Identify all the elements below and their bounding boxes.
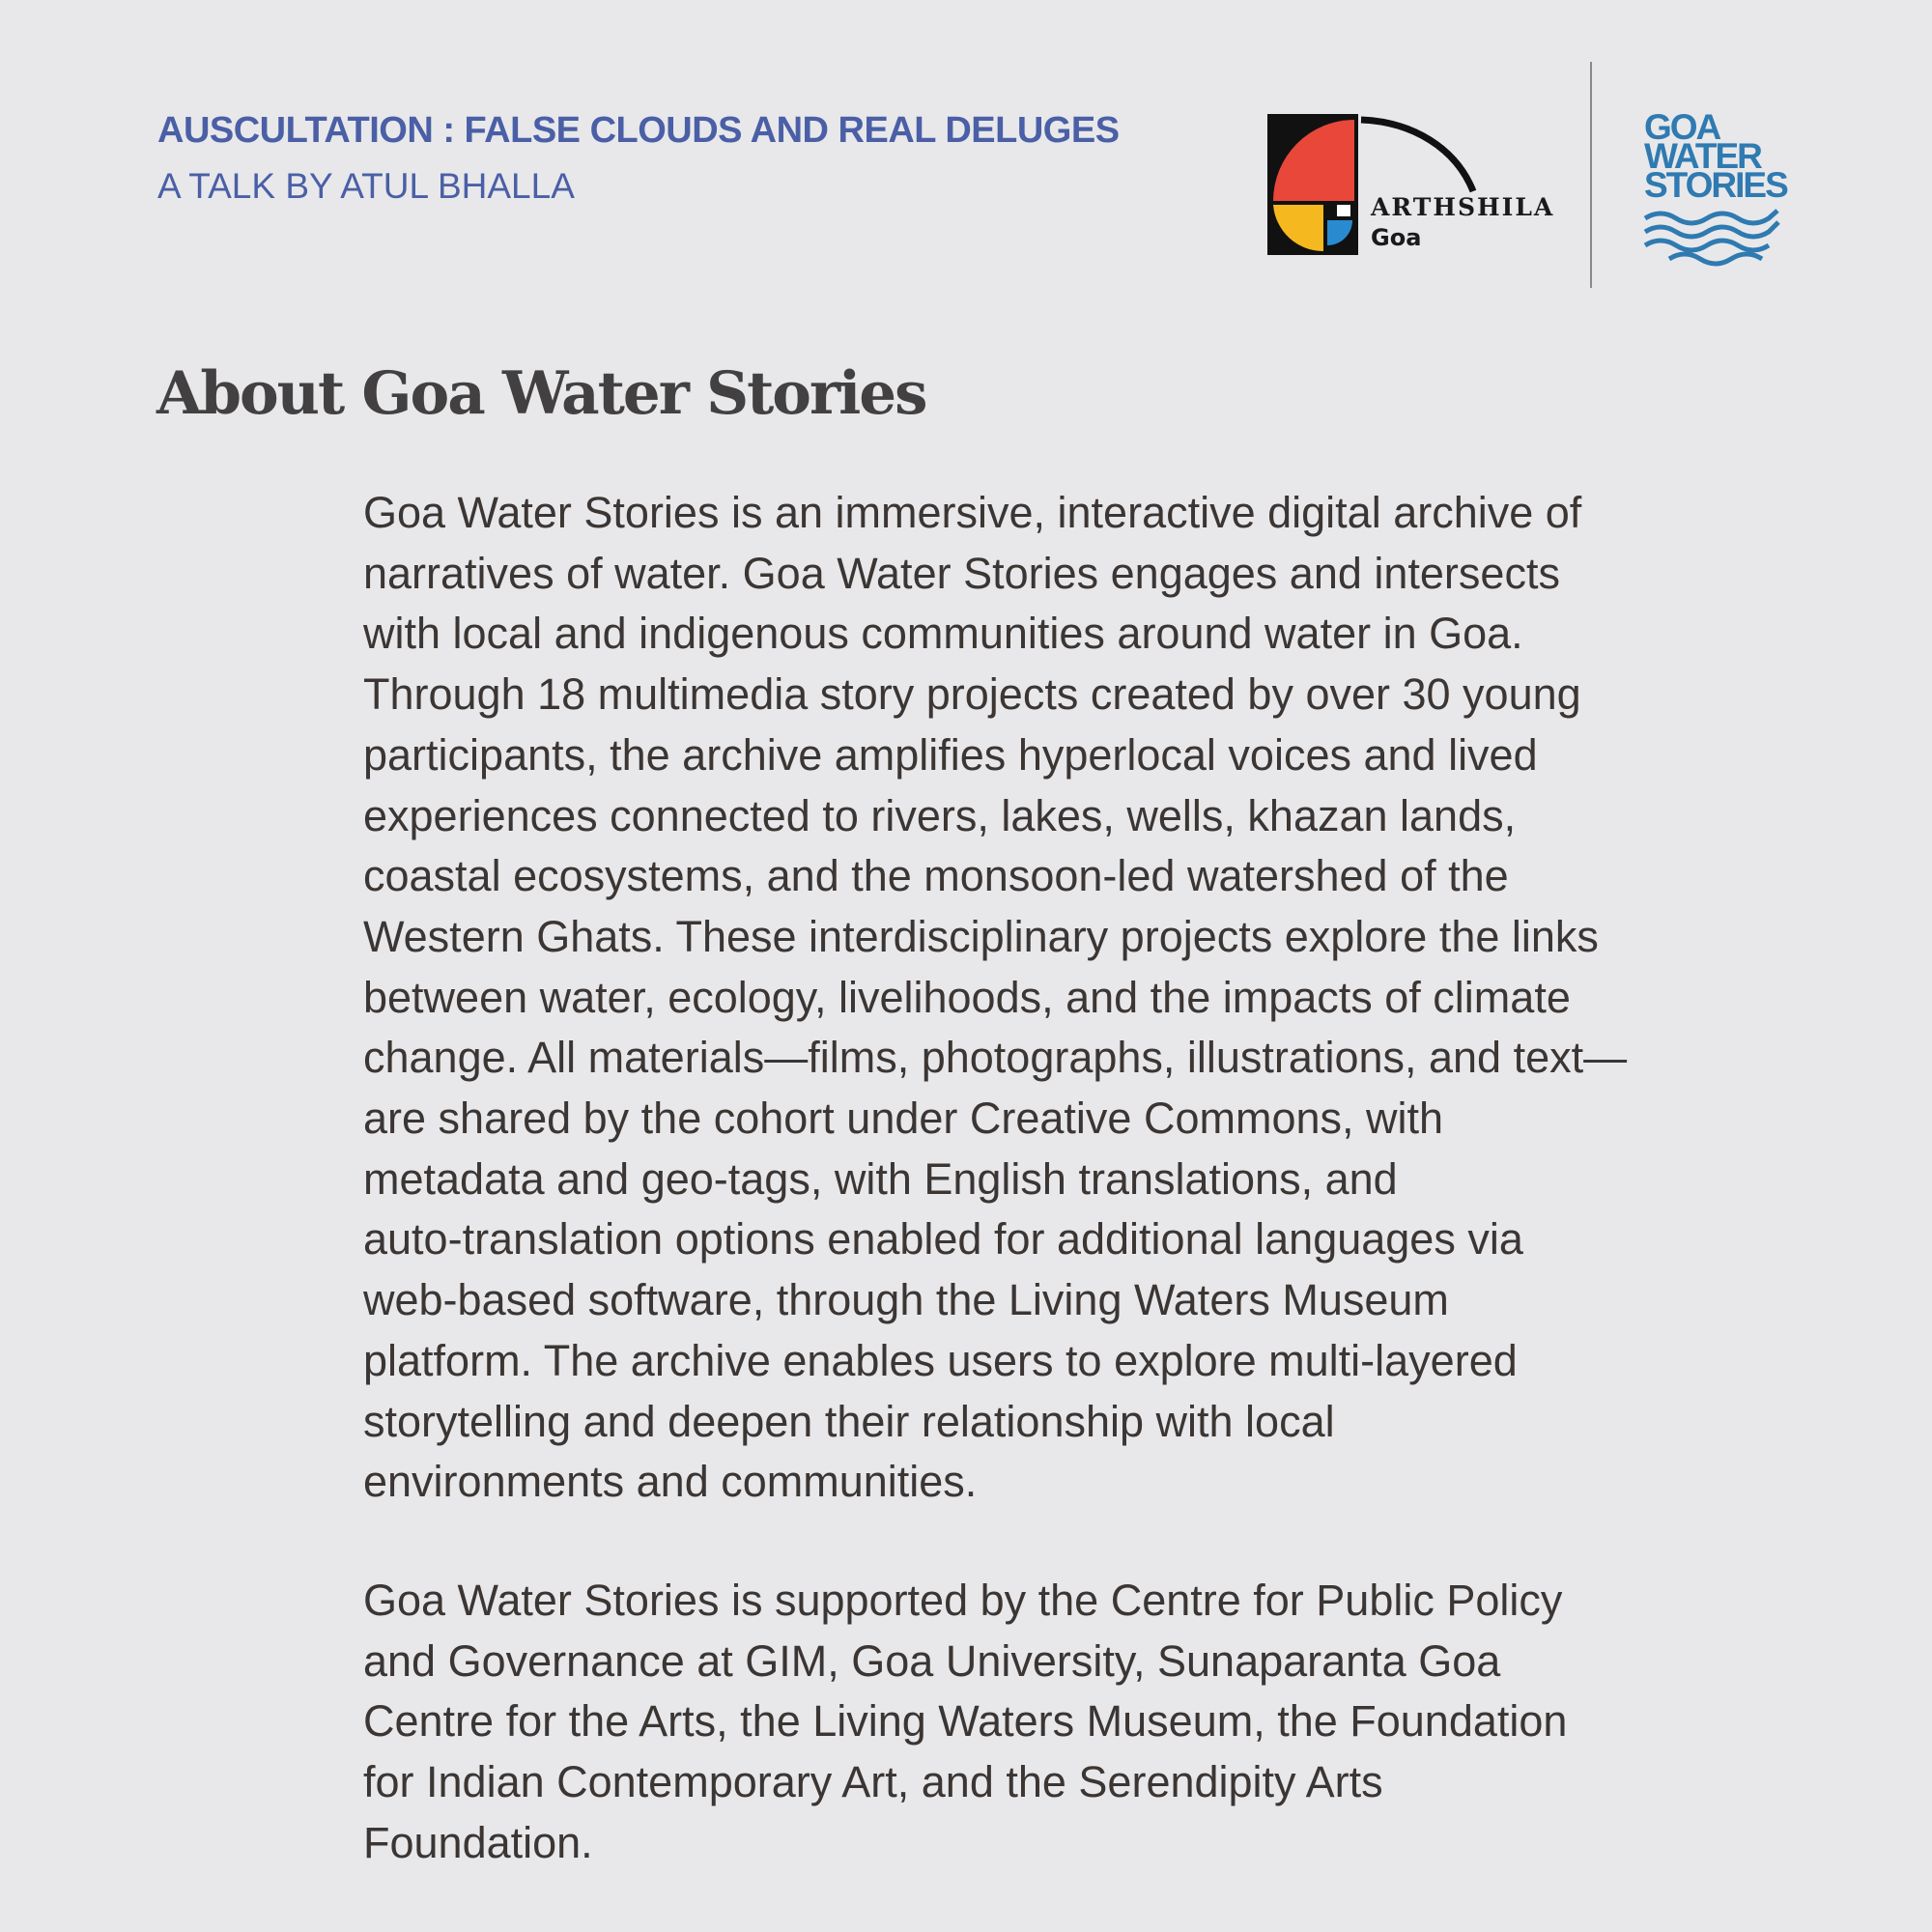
gws-logo-line-1: GOA (1644, 107, 1720, 147)
gws-logo-line-3: STORIES (1644, 165, 1787, 205)
waves-icon (1642, 201, 1787, 269)
arthshila-place: Goa (1371, 224, 1422, 251)
event-title: AUSCULTATION : FALSE CLOUDS AND REAL DELUGES (157, 110, 1120, 151)
about-paragraph-1: Goa Water Stories is an immersive, interactive digital archive of narratives of water. Goa Water Stories engages and intersects with local and indigenous communities around water in Goa. Through 18 multimedia story projects created by over 30 young participants, the archive amplifies hyperlocal voices and lived experiences connected to rivers, lakes, wells, khazan lands, coastal ecosystems, and the monsoon-led watershed of the Western Ghats. These interdisciplinary projects explore the links between water, ecology, livelihoods, and the impacts of climate change. All materials—films, photographs, illustrations, and text— are shared by the cohort under Creative Commons, with metadata and geo-tags, with English translations, and auto-translation options enabled for additional languages via web-based software, through the Living Waters Museum platform. The archive enables users to explore multi-layered storytelling and deepen their relationship with local environments and communities. (363, 488, 1628, 1507)
mark-arc (1361, 120, 1473, 191)
arthshila-name: ARTHSHILA (1371, 193, 1555, 221)
mark-white-square (1337, 205, 1350, 216)
about-paragraph-2: Goa Water Stories is supported by the Centre for Public Policy and Governance at GIM, Goa University, Sunaparanta Goa Centre for the Arts, the Living Waters Museum, the Foundation for Indian Contemporary Art, and the Serendipity Arts Foundation. (363, 1576, 1568, 1867)
logo-divider (1590, 62, 1592, 288)
event-subtitle: A TALK BY ATUL BHALLA (157, 166, 575, 206)
arthshila-logo (1267, 108, 1557, 263)
goa-water-stories-logo (1642, 108, 1787, 263)
gws-logo-line-2: WATER (1644, 136, 1761, 176)
section-heading: About Goa Water Stories (156, 359, 926, 428)
